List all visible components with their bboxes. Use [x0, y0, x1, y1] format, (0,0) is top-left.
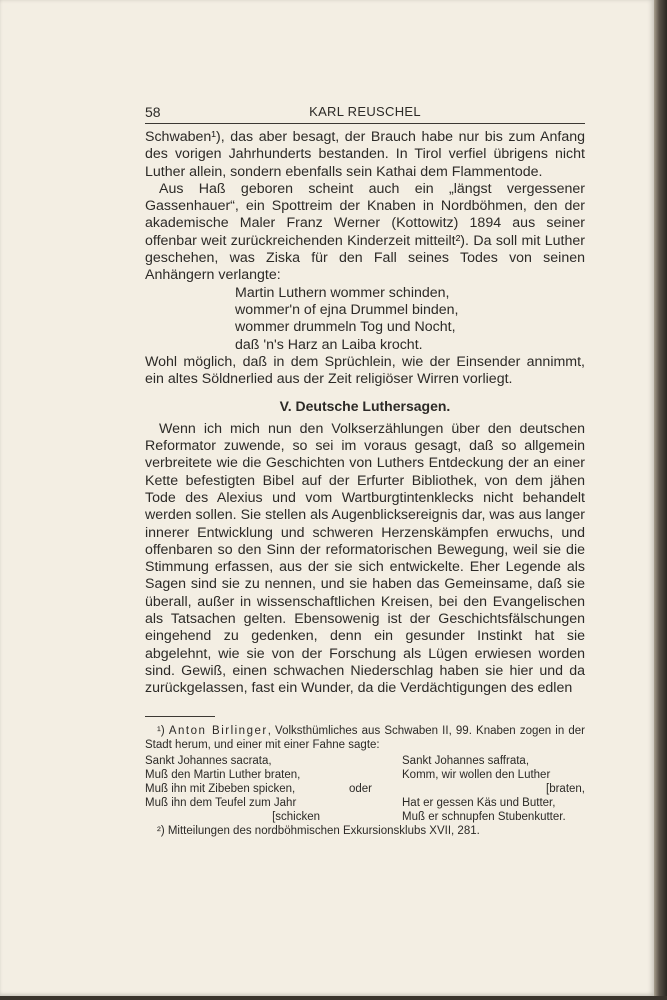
verse-line: [braten, [546, 783, 585, 795]
poem-block [235, 285, 585, 354]
book-spine-edge [654, 0, 667, 1000]
verse-separator: oder [349, 783, 373, 795]
footnote-2: ²) Mitteilungen des nordböhmischen Exkursionsklubs XVII, 281. [157, 825, 480, 837]
footnote-1-text: , Volksthümliches aus Schwaben II, 99. Knaben zogen in der Stadt herum, und einer mit einer Fahne sagte: [145, 725, 586, 751]
paragraph-1: Schwaben¹), das aber besagt, der Brauch habe nur bis zum Anfang des vorigen Jahrhunderts bestanden. In Tirol verfiel übrigens nicht Luther allein, sondern ebenfalls sein Kathai dem Flammentode. [145, 129, 585, 180]
footnote-1 [145, 724, 585, 752]
verse-line: Muß den Martin Luther braten, [145, 769, 301, 781]
running-head: KARL REUSCHEL [309, 104, 421, 119]
page-number: 58 [145, 104, 161, 120]
footnote-1-author: Anton Birlinger [168, 725, 268, 737]
poem-line: wommer'n of ejna Drummel binden, [235, 301, 459, 318]
verse-line: Muß ihn mit Zibeben spicken, [145, 783, 296, 795]
verse-line: Sankt Johannes saffrata, [402, 755, 530, 767]
poem-line: Martin Luthern wommer schinden, [235, 284, 450, 301]
verse-left [145, 754, 335, 824]
footnotes [145, 724, 585, 838]
verse-line: Hat er gessen Käs und Butter, [402, 797, 556, 809]
verse-right [402, 754, 585, 824]
verse-line: [schicken [272, 811, 320, 823]
footnote-verses [145, 754, 585, 824]
footnote-divider [145, 716, 215, 717]
poem-line: daß 'n's Harz an Laiba krocht. [235, 336, 423, 353]
verse-line: Sankt Johannes sacrata, [145, 755, 272, 767]
footnote-1-marker: ¹) [157, 725, 165, 737]
page-header [145, 103, 585, 124]
main-text [145, 129, 585, 698]
paragraph-2: Aus Haß geboren scheint auch ein „längst vergessener Gassenhauer“, ein Spottreim der Knaben in Nordböhmen, den der akademische Maler Franz Werner (Kottowitz) 1894 aus seiner offenbar weit zurückreichenden Kinderzeit mitteilt²). Da soll mit Luther geschehen, was Ziska für den Fall seines Todes von seinen Anhängern verlangte: [145, 180, 585, 284]
verse-line: Komm, wir wollen den Luther [402, 769, 551, 781]
paragraph-3: Wohl möglich, daß in dem Sprüchlein, wie der Einsender annimmt, ein altes Söldnerlied aus der Zeit religiöser Wirren vorliegt. [145, 353, 585, 388]
verse-line: Muß ihn dem Teufel zum Jahr [145, 797, 297, 809]
poem-line: wommer drummeln Tog und Nocht, [235, 319, 456, 336]
section-title: V. Deutsche Luthersagen. [279, 398, 451, 415]
page-bottom-edge [0, 996, 667, 1000]
paragraph-4: Wenn ich mich nun den Volkserzählungen über den deutschen Reformator zuwende, so sei im voraus gesagt, daß so allgemein verbreitete wie die Geschichten von Luthers Entdeckung der an einer Kette befestigten Bibel auf der Erfurter Bibliothek, von dem jähen Tode des Alexius und vom Wartburgtintenklecks nicht behandelt werden sollen. Sie stellen als Augenblicksereignis dar, was aus langer innerer Entwicklung und schweren Herzenskämpfen erwuchs, und offenbaren so den Sinn der reformatorischen Bewegung, weil sie die Stimmung erfassen, aus der sie sich entwickelte. Eher Legende als Sagen sind sie zu nennen, und sie haben das Gemeinsame, daß sie überall, außer in wissenschaftlichen Kreisen, bei den Evangelischen als Tatsachen gelten. Ebensowenig ist der Geschichtsfälschungen eingehend zu gedenken, denn ein gesunder Instinkt hat sie abgelehnt, wie sie von der Forschung als Lügen erwiesen worden sind. Gewiß, einen schwachen Niederschlag haben sie hier und da zurückgelassen, fast ein Wunder, da die Verdächtigungen des edlen [145, 420, 585, 697]
verse-line: Muß er schnupfen Stubenkutter. [402, 811, 566, 823]
